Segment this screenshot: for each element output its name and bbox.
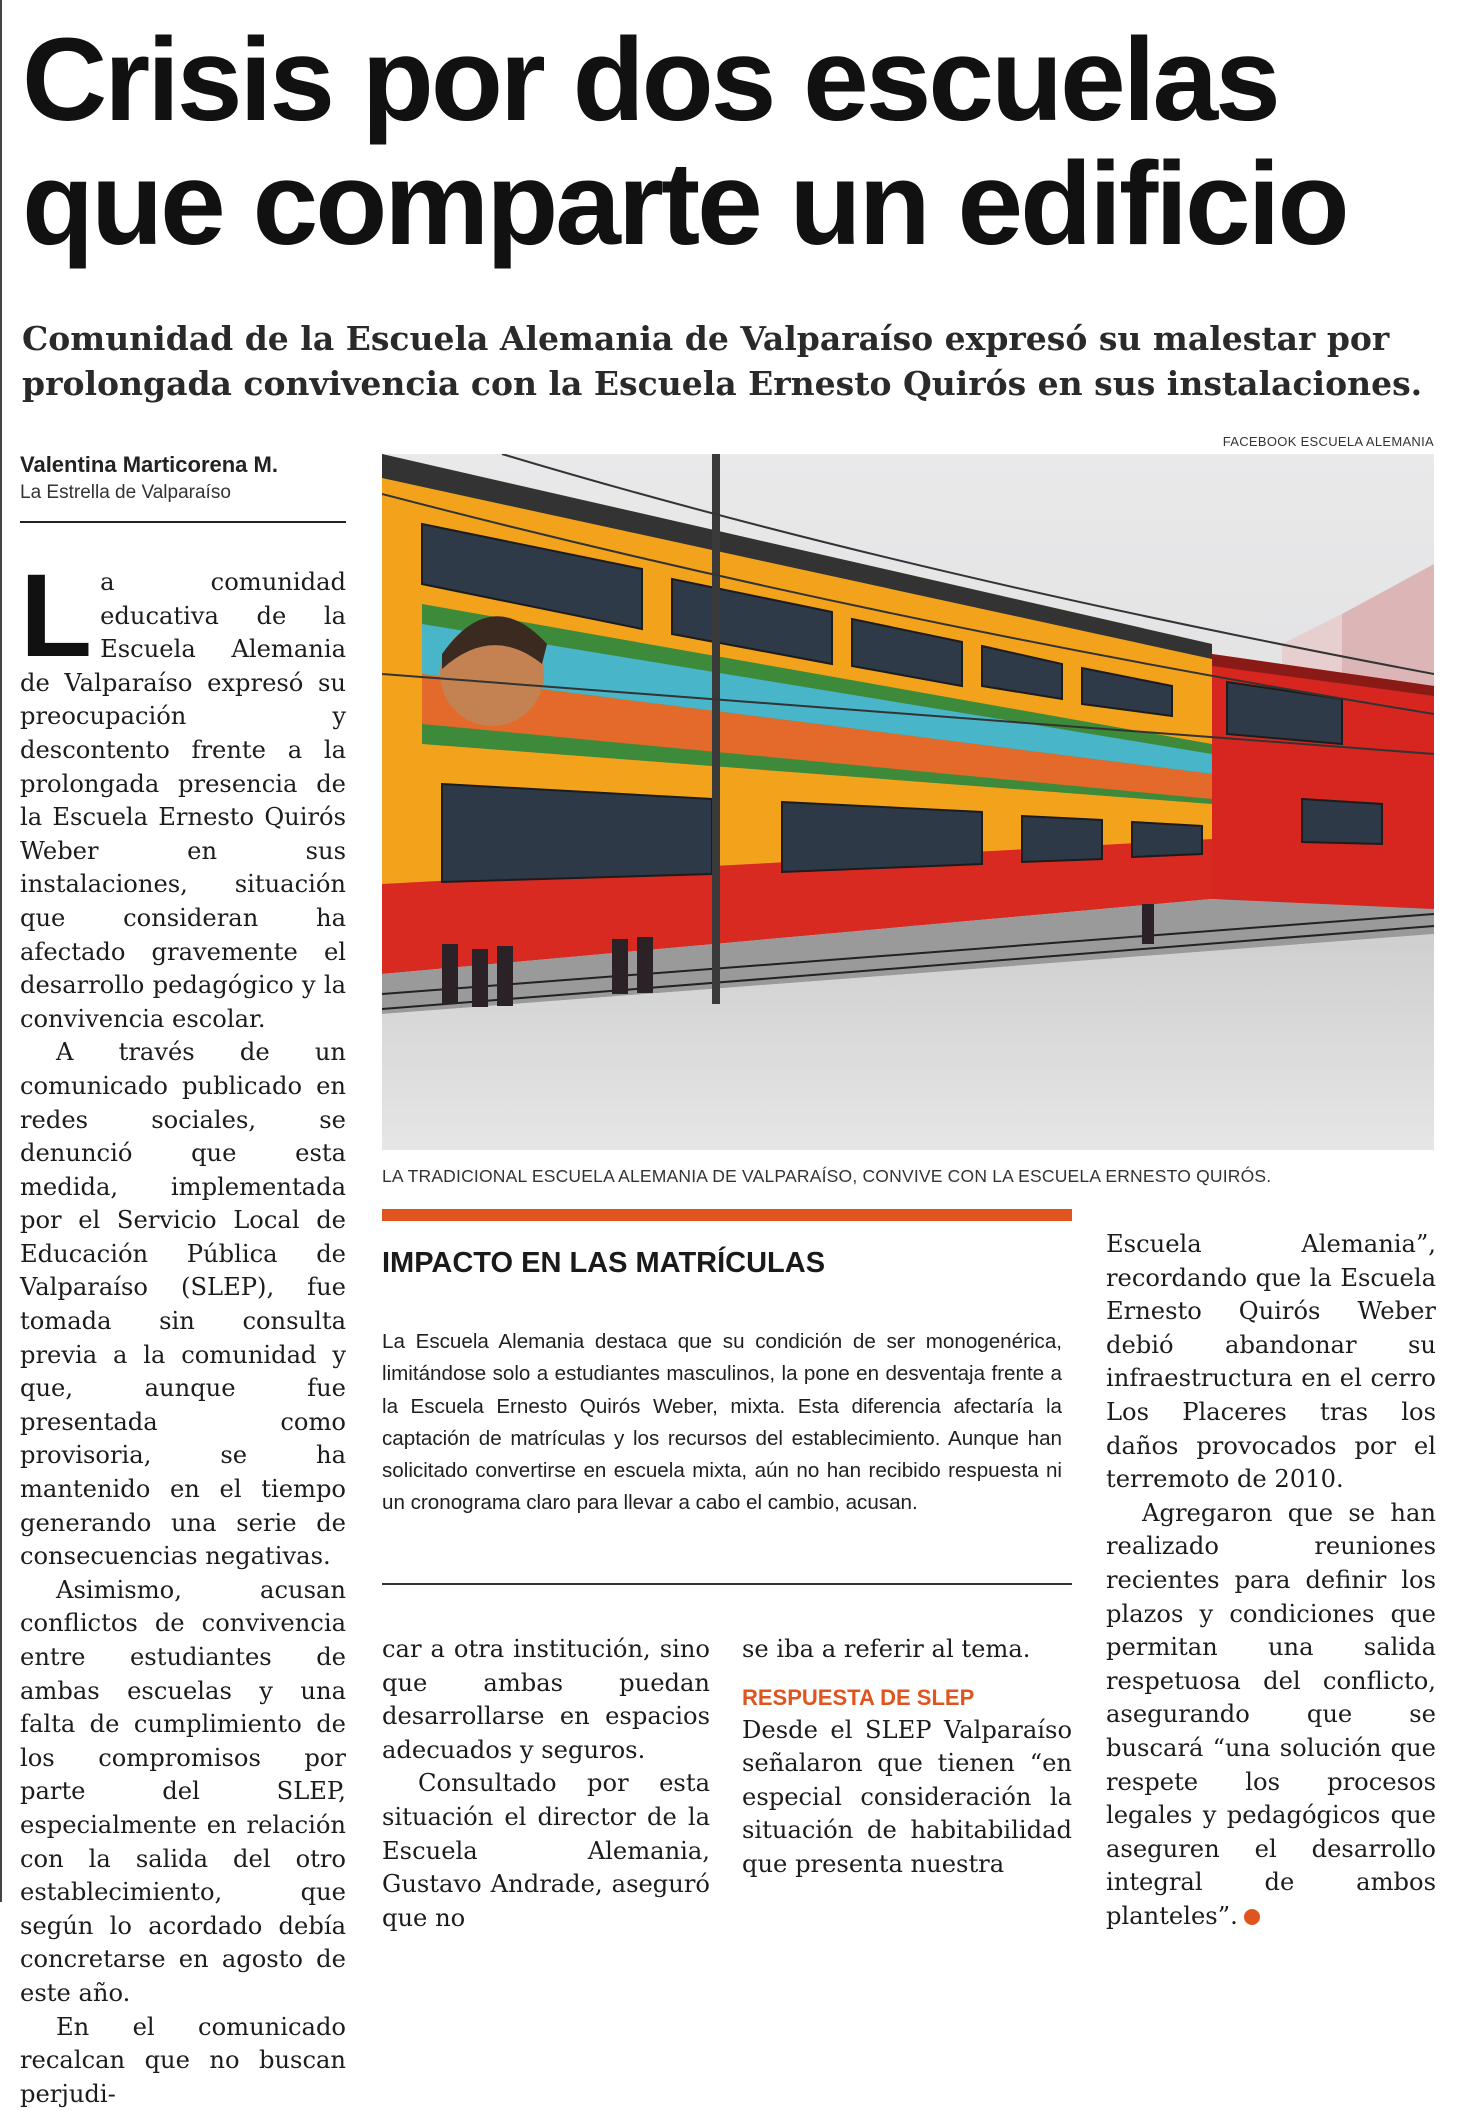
subheadline: Comunidad de la Escuela Alemania de Valparaíso expresó su malestar por prolongada convivencia con la Escuela Ernesto Quirós en sus instalaciones. [22, 319, 1423, 403]
article-paragraph-7: Agregaron que se han realizado reuniones recientes para definir los plazos y condiciones que permitan una salida respetuosa del conflicto, asegurando que se buscará “una solución que respete los procesos legales y pedagógicos que aseguren el desarrollo integral de ambos planteles”. ✪ [1106, 1498, 1436, 1930]
headline [22, 14, 1452, 270]
sidebar-body: La Escuela Alemania destaca que su condición de ser monogenérica, limitándose solo a estudiantes masculinos, la pone en desventaja frente a la Escuela Ernesto Quirós Weber, mixta. Esta diferencia afectaría la captación de matrículas y los recursos del establecimiento. Aunque han solicitado convertirse en escuela mixta, aún no han recibido respuesta ni un cronograma claro para llevar a cabo el cambio, acusan. [382, 1330, 1062, 1515]
headline-line-2: que comparte un edificio [22, 138, 1347, 270]
article-column-4 [1106, 1228, 1436, 1933]
drop-cap: L [20, 550, 93, 682]
article-column-2 [382, 1633, 710, 1935]
byline [20, 452, 340, 504]
photo-credit: FACEBOOK ESCUELA ALEMANIA [1222, 434, 1434, 449]
school-building-photo [382, 454, 1434, 1150]
byline-outlet: La Estrella de Valparaíso [20, 482, 231, 503]
byline-divider [20, 521, 346, 523]
article-column-3 [742, 1633, 1072, 1882]
subsection-title: RESPUESTA DE SLEP [742, 1684, 975, 1710]
page-left-edge [0, 0, 2, 1902]
article-paragraph-1: La comunidad educativa de la Escuela Alemania de Valparaíso expresó su preocupación y descontento frente a la prolongada presencia de la Escuela Ernesto Quirós Weber en sus instalaciones, situación que consideran ha afectado gravemente el desarrollo pedagógico y la convivencia escolar. [20, 550, 346, 1033]
photo-caption: LA TRADICIONAL ESCUELA ALEMANIA DE VALPARAÍSO, CONVIVE CON LA ESCUELA ERNESTO QUIRÓS. [382, 1166, 1272, 1186]
sidebar-divider [382, 1583, 1072, 1585]
school-building-illustration [382, 454, 1434, 1150]
byline-author: Valentina Marticorena M. [20, 452, 278, 477]
article-paragraph-5: Consultado por esta situación el director de la Escuela Alemania, Gustavo Andrade, aseguró que no [382, 1769, 710, 1932]
article-paragraph-2: A través de un comunicado publicado en redes sociales, se denunció que esta medida, implementada por el Servicio Local de Educación Pública de Valparaíso (SLEP), fue tomada sin consulta previa a la comunidad y que, aunque fue presentada como provisoria, se ha mantenido en el tiempo generando una serie de consecuencias negativas. [20, 1038, 346, 1571]
article-paragraph-4: En el comunicado recalcan que no buscan perjudi- [20, 2012, 346, 2108]
article-paragraph-3: Asimismo, acusan conflictos de convivencia entre estudiantes de ambas escuelas y una falta de cumplimiento de los compromisos por parte del SLEP, especialmente en relación con la salida del otro establecimiento, que según lo acordado debía concretarse en agosto de este año. [20, 1575, 346, 2007]
article-paragraph-4-continued: car a otra institución, sino que ambas puedan desarrollarse en espacios adecuados y seguros. [382, 1635, 710, 1764]
article-paragraph-6: Desde el SLEP Valparaíso señalaron que tienen “en especial consideración la situación de habitabilidad que presenta nuestra [742, 1715, 1072, 1878]
article-paragraph-5-continued: se iba a referir al tema. [742, 1635, 1031, 1663]
headline-line-1: Crisis por dos escuelas [22, 14, 1278, 146]
sidebar-title: IMPACTO EN LAS MATRÍCULAS [382, 1247, 826, 1279]
article-column-1 [20, 550, 346, 2111]
end-of-article-icon: ✪ [1244, 1909, 1260, 1925]
article-paragraph-6-continued: Escuela Alemania”, recordando que la Escuela Ernesto Quirós Weber debió abandonar su infraestructura en el cerro Los Placeres tras los daños provocados por el terremoto de 2010. [1106, 1230, 1436, 1494]
sidebar-accent-bar [382, 1209, 1072, 1221]
